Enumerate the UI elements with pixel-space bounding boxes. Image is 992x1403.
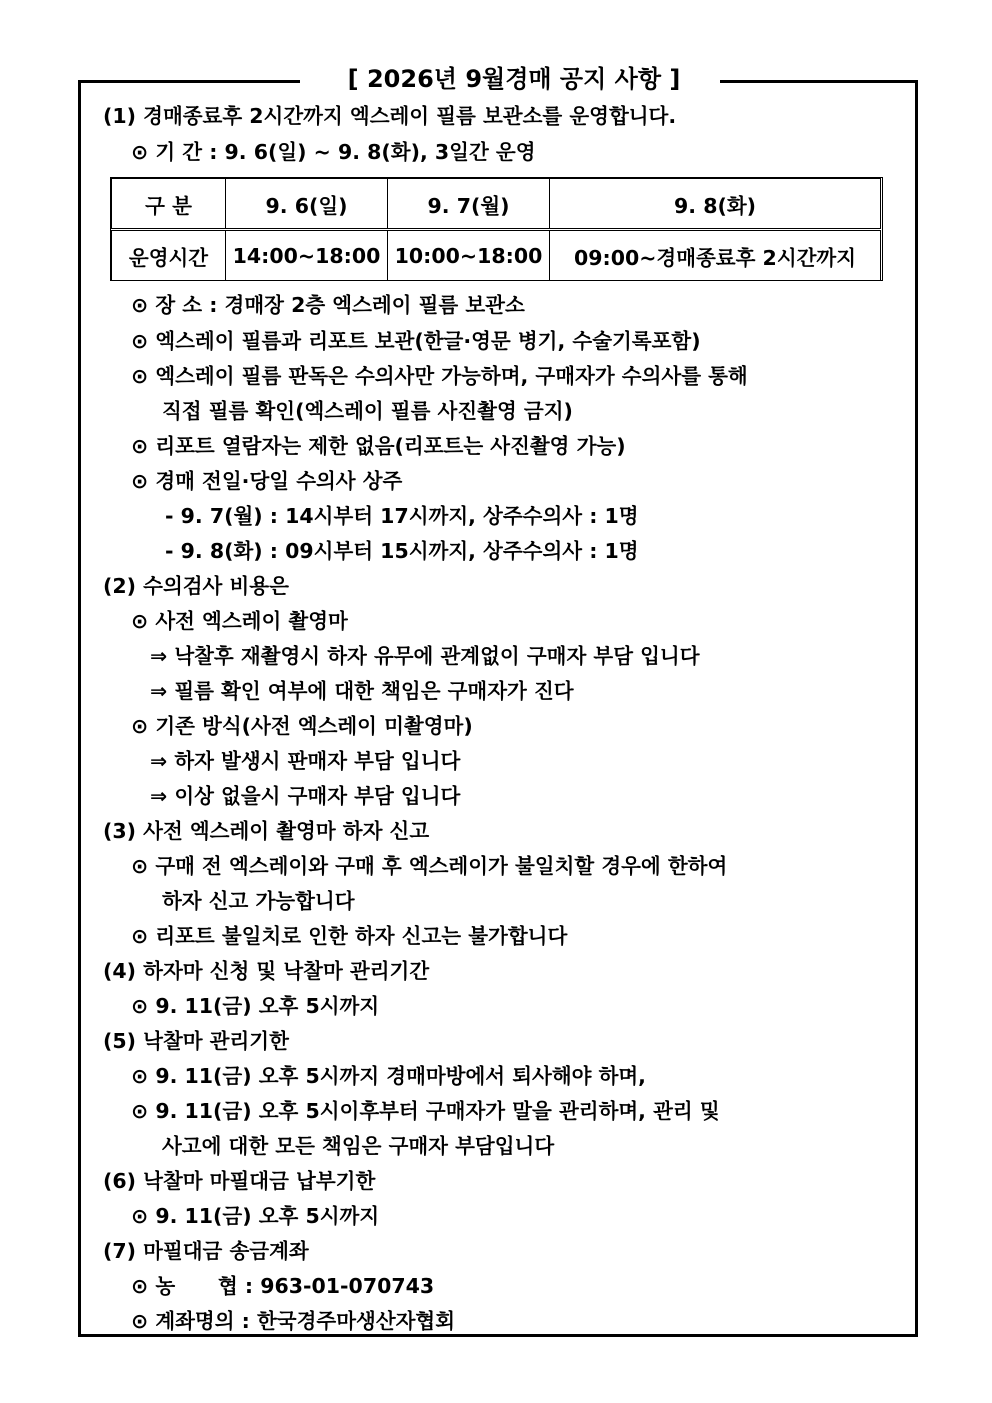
arrow-line: ⇒ 이상 없을시 구매자 부담 입니다 bbox=[150, 784, 461, 808]
bullet-line: ⊙ 9. 11(금) 오후 5시까지 경매마방에서 퇴사해야 하며, bbox=[131, 1064, 646, 1088]
notice-title: [ 2026년 9월경매 공지 사항 ] bbox=[318, 62, 710, 96]
section-7-heading: (7) 마필대금 송금계좌 bbox=[103, 1239, 309, 1263]
bullet-continuation: 하자 신고 가능합니다 bbox=[162, 889, 355, 913]
frame-top-right bbox=[720, 80, 915, 83]
bullet-line: ⊙ 경매 전일·당일 수의사 상주 bbox=[131, 469, 403, 493]
arrow-line: ⇒ 필름 확인 여부에 대한 책임은 구매자가 진다 bbox=[150, 679, 574, 703]
arrow-line: ⇒ 하자 발생시 판매자 부담 입니다 bbox=[150, 749, 461, 773]
table-row bbox=[112, 230, 881, 281]
account-holder-line: ⊙ 계좌명의 : 한국경주마생산자협회 bbox=[131, 1309, 456, 1333]
place-line: ⊙ 장 소 : 경매장 2층 엑스레이 필름 보관소 bbox=[131, 293, 525, 317]
bullet-continuation: 사고에 대한 모든 책임은 구매자 부담입니다 bbox=[162, 1134, 555, 1158]
bullet-line: ⊙ 리포트 열람자는 제한 없음(리포트는 사진촬영 가능) bbox=[131, 434, 626, 458]
bullet-line: ⊙ 리포트 불일치로 인한 하자 신고는 불가합니다 bbox=[131, 924, 568, 948]
table-header-cell: 9. 6(일) bbox=[226, 179, 388, 230]
schedule-table bbox=[111, 178, 881, 281]
dash-line: - 9. 8(화) : 09시부터 15시까지, 상주수의사 : 1명 bbox=[165, 539, 639, 563]
table-cell: 09:00~경매종료후 2시간까지 bbox=[550, 230, 881, 281]
arrow-line: ⇒ 낙찰후 재촬영시 하자 유무에 관계없이 구매자 부담 입니다 bbox=[150, 644, 700, 668]
table-cell: 14:00~18:00 bbox=[226, 230, 388, 281]
bullet-line: ⊙ 기존 방식(사전 엑스레이 미촬영마) bbox=[131, 714, 473, 738]
table-cell: 운영시간 bbox=[112, 230, 226, 281]
section-2-heading: (2) 수의검사 비용은 bbox=[103, 574, 289, 598]
operation-period: ⊙ 기 간 : 9. 6(일) ~ 9. 8(화), 3일간 운영 bbox=[131, 140, 536, 164]
section-3-heading: (3) 사전 엑스레이 촬영마 하자 신고 bbox=[103, 819, 430, 843]
table-header-cell: 9. 7(월) bbox=[388, 179, 550, 230]
section-6-heading: (6) 낙찰마 마필대금 납부기한 bbox=[103, 1169, 376, 1193]
bullet-line: ⊙ 엑스레이 필름 판독은 수의사만 가능하며, 구매자가 수의사를 통해 bbox=[131, 364, 748, 388]
bullet-line: ⊙ 사전 엑스레이 촬영마 bbox=[131, 609, 348, 633]
bullet-line: ⊙ 구매 전 엑스레이와 구매 후 엑스레이가 불일치할 경우에 한하여 bbox=[131, 854, 728, 878]
frame-top-left bbox=[78, 80, 300, 83]
section-1-heading: (1) 경매종료후 2시간까지 엑스레이 필름 보관소를 운영합니다. bbox=[103, 104, 677, 128]
table-header-row bbox=[112, 179, 881, 230]
dash-line: - 9. 7(월) : 14시부터 17시까지, 상주수의사 : 1명 bbox=[165, 504, 639, 528]
section-4-heading: (4) 하자마 신청 및 낙찰마 관리기간 bbox=[103, 959, 430, 983]
table-cell: 10:00~18:00 bbox=[388, 230, 550, 281]
table-header-cell: 9. 8(화) bbox=[550, 179, 881, 230]
bullet-line: ⊙ 9. 11(금) 오후 5시이후부터 구매자가 말을 관리하며, 관리 및 bbox=[131, 1099, 720, 1123]
bullet-line: ⊙ 9. 11(금) 오후 5시까지 bbox=[131, 994, 380, 1018]
section-5-heading: (5) 낙찰마 관리기한 bbox=[103, 1029, 289, 1053]
bullet-line: ⊙ 엑스레이 필름과 리포트 보관(한글·영문 병기, 수술기록포함) bbox=[131, 329, 701, 353]
bullet-line: ⊙ 9. 11(금) 오후 5시까지 bbox=[131, 1204, 380, 1228]
bank-line: ⊙ 농 협 : 963-01-070743 bbox=[131, 1274, 435, 1298]
table-header-cell: 구 분 bbox=[112, 179, 226, 230]
bullet-continuation: 직접 필름 확인(엑스레이 필름 사진촬영 금지) bbox=[162, 399, 573, 423]
